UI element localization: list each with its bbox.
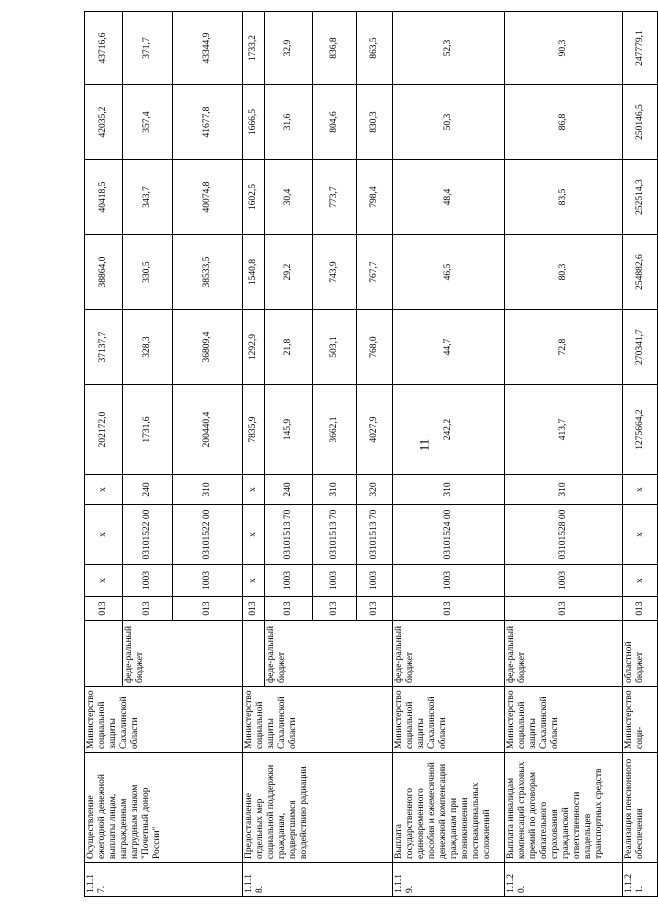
code-grbs: 013 <box>313 597 357 621</box>
rotated-table-container <box>84 12 645 897</box>
row-name: Выплата инвалидам компенсаций страховых премий по договорам обязательного страхования гражданской ответственности владельцев транспортных средств <box>505 753 623 863</box>
code-rz: 1003 <box>393 565 505 597</box>
amount-cell: 1292,9 <box>243 310 265 385</box>
code-csr: x <box>85 505 123 565</box>
row-executor: Министерство социальной защиты Сахалинской области <box>393 687 505 753</box>
amount-cell: 250146,5 <box>623 85 658 160</box>
row-executor: Министерство социальной защиты Сахалинской области <box>85 687 243 753</box>
code-vr: 240 <box>123 475 173 505</box>
table-row <box>505 12 623 897</box>
amount-cell: 3662,1 <box>313 385 357 475</box>
amount-cell: 52,3 <box>393 12 505 85</box>
amount-cell: 252514,3 <box>623 160 658 235</box>
amount-cell: 830,3 <box>357 85 393 160</box>
code-csr: 03101524 00 <box>393 505 505 565</box>
amount-cell: 31,6 <box>265 85 313 160</box>
funding-source: областной бюджет <box>623 621 658 687</box>
code-csr: 03101513 70 <box>265 505 313 565</box>
amount-cell: 48,4 <box>393 160 505 235</box>
row-number: 1.1.2 1. <box>623 863 658 897</box>
table-row <box>85 12 123 897</box>
row-name: Предоставление отдельных мер социальной поддержки гражданам, подвергшимся воздействию радиации <box>243 753 393 863</box>
amount-cell: 30,4 <box>265 160 313 235</box>
amount-cell: 1733,2 <box>243 12 265 85</box>
code-rz: 1003 <box>123 565 173 597</box>
code-grbs: 013 <box>393 597 505 621</box>
code-rz: 1003 <box>505 565 623 597</box>
amount-cell: 40074,8 <box>173 160 243 235</box>
amount-cell: 38864,0 <box>85 235 123 310</box>
row-number: 1.1.1 9. <box>393 863 505 897</box>
code-rz: 1003 <box>313 565 357 597</box>
page-number: 11 <box>416 438 432 452</box>
table-body <box>85 12 658 897</box>
amount-cell: 200440,4 <box>173 385 243 475</box>
amount-cell: 29,2 <box>265 235 313 310</box>
code-csr: x <box>623 505 658 565</box>
code-csr: 03101513 70 <box>357 505 393 565</box>
amount-cell: 773,7 <box>313 160 357 235</box>
amount-cell: 50,3 <box>393 85 505 160</box>
amount-cell: 37137,7 <box>85 310 123 385</box>
amount-cell: 41677,8 <box>173 85 243 160</box>
code-vr: 320 <box>357 475 393 505</box>
code-rz: 1003 <box>265 565 313 597</box>
funding-source: феде-ральный бюджет <box>505 621 623 687</box>
amount-cell: 768,0 <box>357 310 393 385</box>
code-rz: x <box>623 565 658 597</box>
amount-cell: 1666,5 <box>243 85 265 160</box>
code-vr: 240 <box>265 475 313 505</box>
funding-source: феде-ральный бюджет <box>265 621 393 687</box>
code-vr: 310 <box>313 475 357 505</box>
code-csr: 03101513 70 <box>313 505 357 565</box>
amount-cell: 202172,0 <box>85 385 123 475</box>
code-csr: 03101522 00 <box>173 505 243 565</box>
funding-source: феде-ральный бюджет <box>123 621 243 687</box>
amount-cell: 247779,1 <box>623 12 658 85</box>
row-name: Реализация пенсионного обеспечения <box>623 753 658 863</box>
code-grbs: 013 <box>85 597 123 621</box>
amount-cell: 72,8 <box>505 310 623 385</box>
amount-cell: 1275664,2 <box>623 385 658 475</box>
code-grbs: 013 <box>357 597 393 621</box>
amount-cell: 46,5 <box>393 235 505 310</box>
row-number: 1.1.1 7. <box>85 863 243 897</box>
amount-cell: 90,3 <box>505 12 623 85</box>
budget-table <box>84 11 658 897</box>
amount-cell: 743,9 <box>313 235 357 310</box>
row-executor: Министерство социальной защиты Сахалинской области <box>505 687 623 753</box>
row-name: Осуществление ежегодной денежной выплаты лицам, награжденным нагрудным знаком "Почетный донор России" <box>85 753 243 863</box>
amount-cell: 270341,7 <box>623 310 658 385</box>
amount-cell: 328,3 <box>123 310 173 385</box>
amount-cell: 42035,2 <box>85 85 123 160</box>
amount-cell: 503,1 <box>313 310 357 385</box>
code-csr: x <box>243 505 265 565</box>
funding-source <box>243 621 265 687</box>
code-vr: 310 <box>173 475 243 505</box>
funding-source: феде-ральный бюджет <box>393 621 505 687</box>
amount-cell: 83,5 <box>505 160 623 235</box>
amount-cell: 1731,6 <box>123 385 173 475</box>
code-grbs: 013 <box>123 597 173 621</box>
amount-cell: 36809,4 <box>173 310 243 385</box>
amount-cell: 40418,5 <box>85 160 123 235</box>
amount-cell: 1602,5 <box>243 160 265 235</box>
code-csr: 03101522 00 <box>123 505 173 565</box>
code-vr: 310 <box>505 475 623 505</box>
code-vr: x <box>243 475 265 505</box>
amount-cell: 80,3 <box>505 235 623 310</box>
code-grbs: 013 <box>173 597 243 621</box>
table-row <box>393 12 505 897</box>
amount-cell: 242,2 <box>393 385 505 475</box>
code-vr: x <box>85 475 123 505</box>
amount-cell: 413,7 <box>505 385 623 475</box>
amount-cell: 254882,6 <box>623 235 658 310</box>
amount-cell: 863,5 <box>357 12 393 85</box>
row-name: Выплата государственного единовременного пособия и ежемесячной денежной компенсации гражданам при возникновении поствакцинальных осложнений <box>393 753 505 863</box>
amount-cell: 357,4 <box>123 85 173 160</box>
amount-cell: 7835,9 <box>243 385 265 475</box>
code-vr: x <box>623 475 658 505</box>
funding-source <box>85 621 123 687</box>
code-csr: 03101528 00 <box>505 505 623 565</box>
code-grbs: 013 <box>623 597 658 621</box>
amount-cell: 44,7 <box>393 310 505 385</box>
amount-cell: 32,9 <box>265 12 313 85</box>
code-grbs: 013 <box>243 597 265 621</box>
row-number: 1.1.1 8. <box>243 863 393 897</box>
amount-cell: 330,5 <box>123 235 173 310</box>
code-rz: 1003 <box>357 565 393 597</box>
amount-cell: 804,6 <box>313 85 357 160</box>
amount-cell: 145,9 <box>265 385 313 475</box>
row-executor: Министерство соци- <box>623 687 658 753</box>
amount-cell: 371,7 <box>123 12 173 85</box>
table-row <box>623 12 658 897</box>
amount-cell: 1540,8 <box>243 235 265 310</box>
code-grbs: 013 <box>265 597 313 621</box>
table-row <box>243 12 265 897</box>
amount-cell: 836,8 <box>313 12 357 85</box>
amount-cell: 343,7 <box>123 160 173 235</box>
code-rz: x <box>243 565 265 597</box>
amount-cell: 43344,9 <box>173 12 243 85</box>
code-rz: 1003 <box>173 565 243 597</box>
amount-cell: 798,4 <box>357 160 393 235</box>
row-number: 1.1.2 0. <box>505 863 623 897</box>
code-grbs: 013 <box>505 597 623 621</box>
code-vr: 310 <box>393 475 505 505</box>
amount-cell: 4027,9 <box>357 385 393 475</box>
code-rz: x <box>85 565 123 597</box>
amount-cell: 43716,6 <box>85 12 123 85</box>
amount-cell: 86,8 <box>505 85 623 160</box>
amount-cell: 21,8 <box>265 310 313 385</box>
row-executor: Министерство социальной защиты Сахалинской области <box>243 687 393 753</box>
amount-cell: 38533,5 <box>173 235 243 310</box>
amount-cell: 767,7 <box>357 235 393 310</box>
